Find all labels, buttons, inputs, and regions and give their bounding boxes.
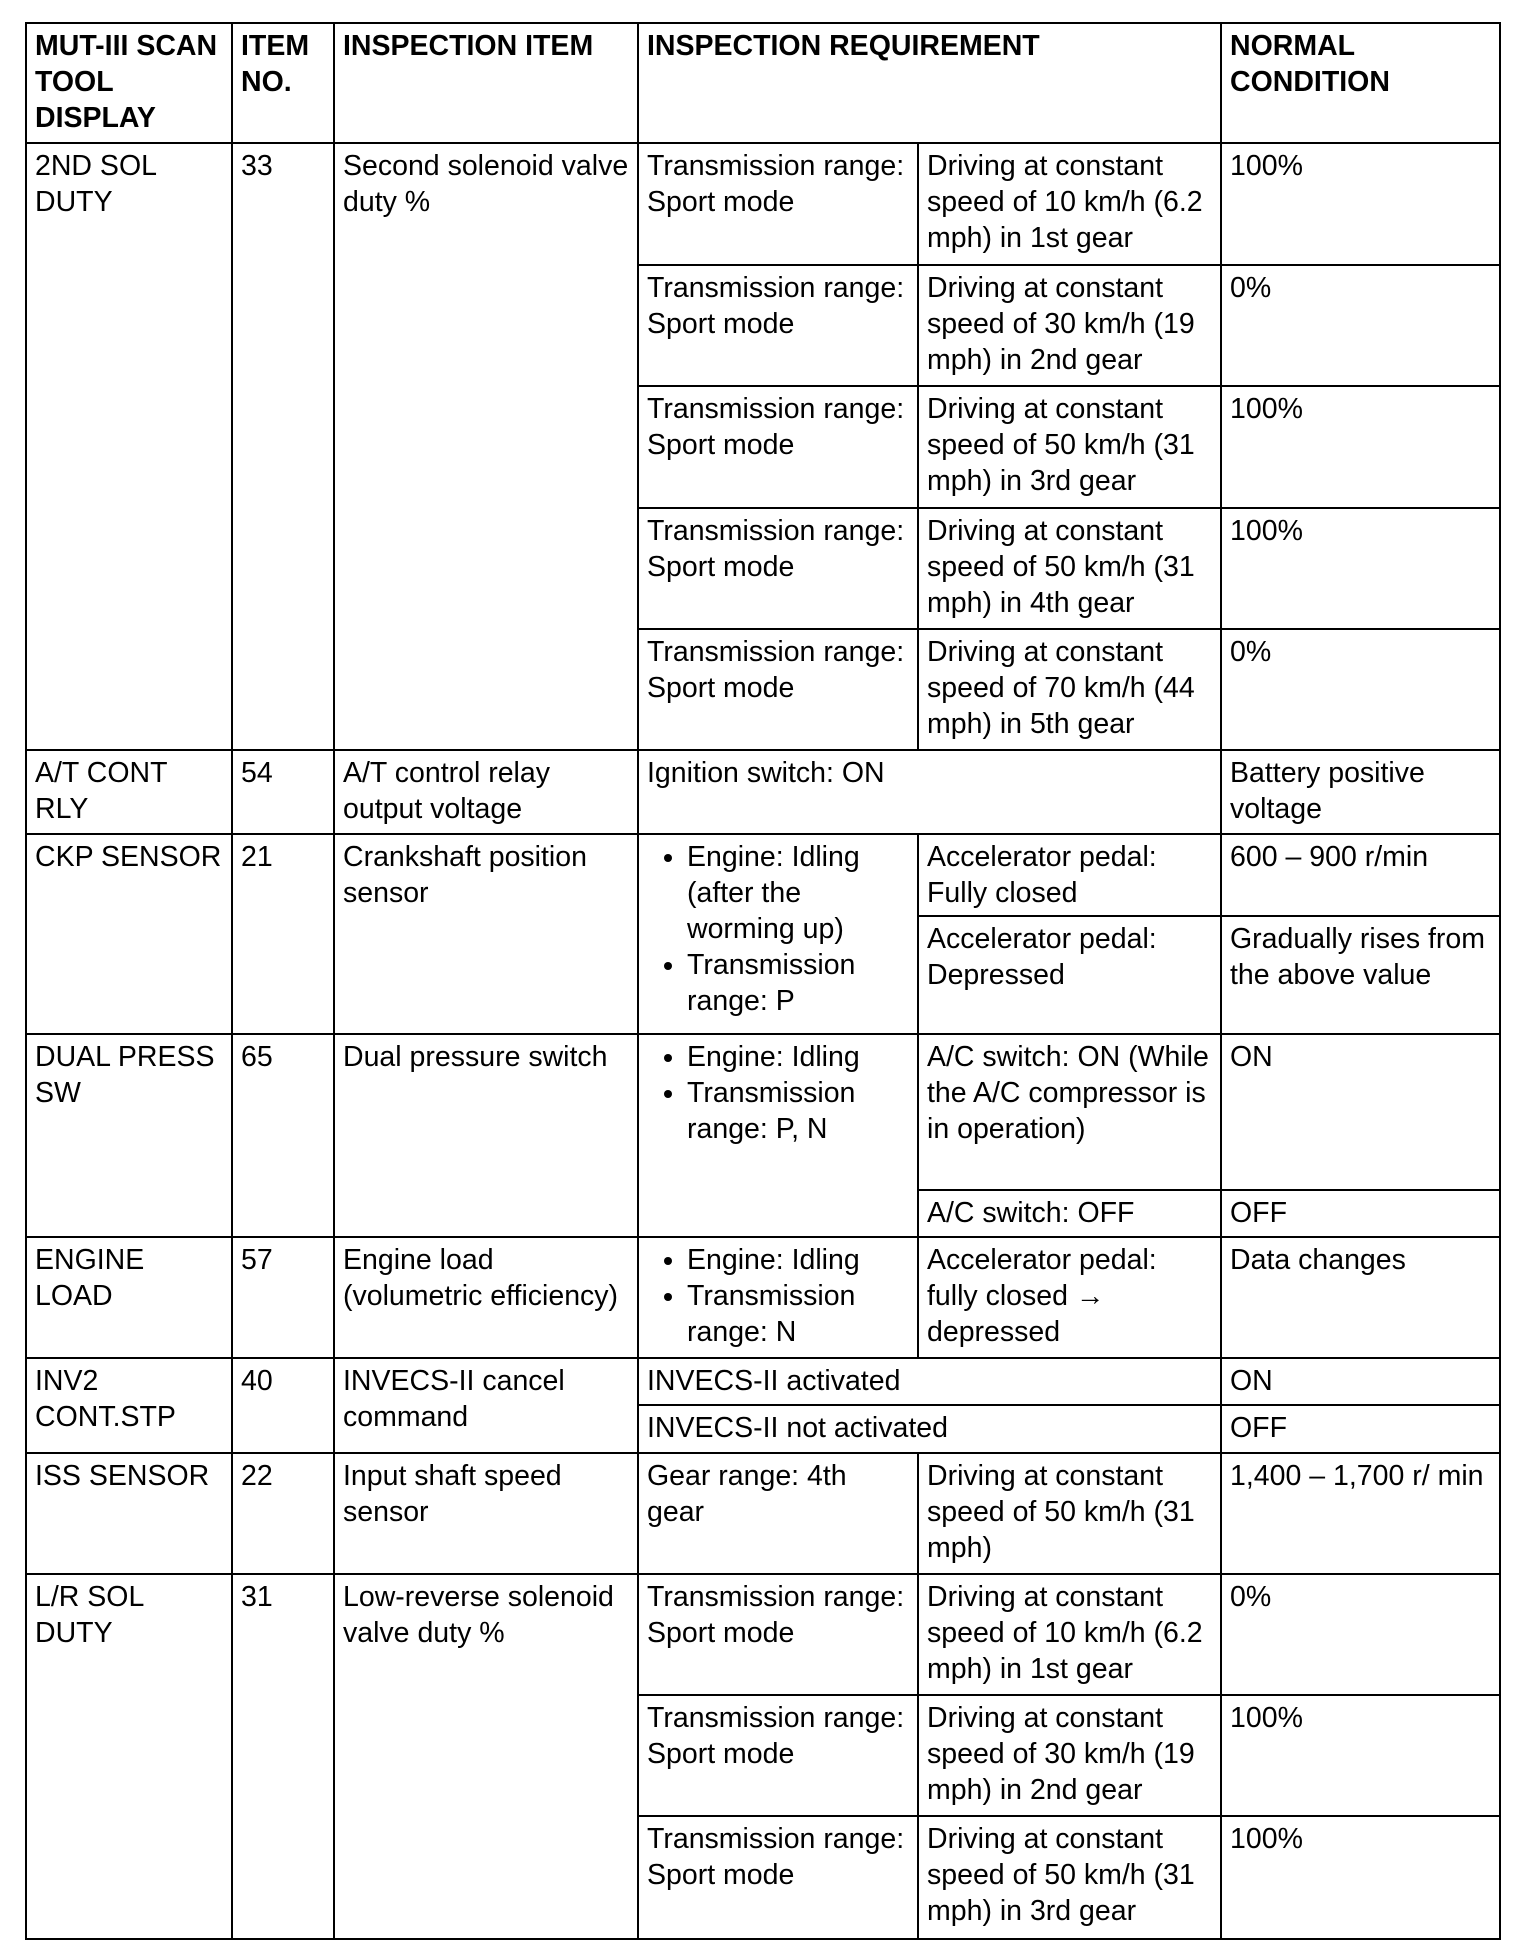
condition-cell (638, 834, 918, 1034)
condition-list (647, 839, 909, 1019)
normal-cell: 1,400 – 1,700 r/ min (1221, 1453, 1500, 1573)
condition-cell: Transmission range: Sport mode (638, 265, 918, 386)
normal-cell: OFF (1221, 1405, 1500, 1453)
display-cell: ISS SENSOR (26, 1453, 232, 1573)
header-display: MUT-III SCAN TOOL DISPLAY (26, 23, 232, 143)
normal-cell: 0% (1221, 265, 1500, 386)
normal-cell: 100% (1221, 1816, 1500, 1939)
normal-cell: 600 – 900 r/min (1221, 834, 1500, 916)
header-item-no: ITEM NO. (232, 23, 334, 143)
header-normal-condition: NORMAL CONDITION (1221, 23, 1500, 143)
detail-cell: A/C switch: ON (While the A/C compressor is in operation) (918, 1034, 1221, 1191)
detail-cell: Accelerator pedal: fully closed → depressed (918, 1237, 1221, 1357)
item-no-cell: 54 (232, 750, 334, 834)
table-row (26, 1358, 1500, 1405)
condition-cell: Transmission range: Sport mode (638, 143, 918, 264)
detail-cell: Driving at constant speed of 10 km/h (6.2 mph) in 1st gear (918, 143, 1221, 264)
detail-cell: A/C switch: OFF (918, 1190, 1221, 1237)
display-cell: 2ND SOL DUTY (26, 143, 232, 749)
list-item: • Transmission range: P, N (687, 1075, 909, 1147)
inspection-item-cell: A/T control relay output voltage (334, 750, 638, 834)
detail-cell: Accelerator pedal: Depressed (918, 916, 1221, 1033)
inspection-item-cell: Second solenoid valve duty % (334, 143, 638, 749)
inspection-item-cell: Crankshaft position sensor (334, 834, 638, 1034)
condition-cell: Transmission range: Sport mode (638, 508, 918, 629)
table-row (26, 750, 1500, 834)
item-no-cell: 22 (232, 1453, 334, 1573)
inspection-item-cell: Dual pressure switch (334, 1034, 638, 1238)
inspection-item-cell: Engine load (volumetric efficiency) (334, 1237, 638, 1357)
item-no-cell: 33 (232, 143, 334, 749)
condition-cell: Transmission range: Sport mode (638, 1816, 918, 1939)
display-cell: ENGINE LOAD (26, 1237, 232, 1357)
list-item: • Transmission range: N (687, 1278, 909, 1350)
display-cell: DUAL PRESS SW (26, 1034, 232, 1238)
header-inspection-item: INSPECTION ITEM (334, 23, 638, 143)
display-cell: L/R SOL DUTY (26, 1574, 232, 1939)
inspection-table (25, 22, 1501, 1940)
list-item: • Engine: Idling (after the worming up) (687, 839, 909, 947)
item-no-cell: 31 (232, 1574, 334, 1939)
condition-cell: Transmission range: Sport mode (638, 1695, 918, 1816)
normal-cell: 0% (1221, 1574, 1500, 1695)
detail-cell: Driving at constant speed of 70 km/h (44 mph) in 5th gear (918, 629, 1221, 749)
header-inspection-requirement: INSPECTION REQUIREMENT (638, 23, 1221, 143)
list-item: • Transmission range: P (687, 947, 909, 1019)
condition-cell: Transmission range: Sport mode (638, 386, 918, 507)
detail-cell: Driving at constant speed of 50 km/h (31 mph) in 3rd gear (918, 386, 1221, 507)
detail-cell: Driving at constant speed of 50 km/h (31 mph) in 3rd gear (918, 1816, 1221, 1939)
inspection-item-cell: INVECS-II cancel command (334, 1358, 638, 1453)
normal-cell: 100% (1221, 386, 1500, 507)
list-item: • Engine: Idling (687, 1242, 909, 1278)
detail-cell: Driving at constant speed of 50 km/h (31 mph) (918, 1453, 1221, 1573)
condition-cell: Transmission range: Sport mode (638, 1574, 918, 1695)
condition-cell: Gear range: 4th gear (638, 1453, 918, 1573)
normal-cell: 0% (1221, 629, 1500, 749)
requirement-cell: INVECS-II not activated (638, 1405, 1221, 1453)
condition-cell (638, 1034, 918, 1238)
detail-cell: Accelerator pedal: Fully closed (918, 834, 1221, 916)
normal-cell: 100% (1221, 143, 1500, 264)
detail-cell: Driving at constant speed of 50 km/h (31 mph) in 4th gear (918, 508, 1221, 629)
normal-cell: Battery positive voltage (1221, 750, 1500, 834)
requirement-cell: Ignition switch: ON (638, 750, 1221, 834)
condition-list (647, 1242, 909, 1350)
table-row (26, 1453, 1500, 1573)
normal-cell: OFF (1221, 1190, 1500, 1237)
inspection-item-cell: Input shaft speed sensor (334, 1453, 638, 1573)
header-row (26, 23, 1500, 143)
normal-cell: Data changes (1221, 1237, 1500, 1357)
normal-cell: ON (1221, 1358, 1500, 1405)
item-no-cell: 65 (232, 1034, 334, 1238)
item-no-cell: 57 (232, 1237, 334, 1357)
condition-list (647, 1039, 909, 1147)
item-no-cell: 21 (232, 834, 334, 1034)
display-cell: CKP SENSOR (26, 834, 232, 1034)
normal-cell: 100% (1221, 1695, 1500, 1816)
inspection-item-cell: Low-reverse solenoid valve duty % (334, 1574, 638, 1939)
normal-cell: ON (1221, 1034, 1500, 1191)
display-cell: A/T CONT RLY (26, 750, 232, 834)
table-row (26, 834, 1500, 916)
table-row (26, 1237, 1500, 1357)
detail-cell: Driving at constant speed of 30 km/h (19 mph) in 2nd gear (918, 265, 1221, 386)
condition-cell: Transmission range: Sport mode (638, 629, 918, 749)
detail-cell: Driving at constant speed of 30 km/h (19 mph) in 2nd gear (918, 1695, 1221, 1816)
normal-cell: Gradually rises from the above value (1221, 916, 1500, 1033)
table-row (26, 1034, 1500, 1191)
detail-cell: Driving at constant speed of 10 km/h (6.2 mph) in 1st gear (918, 1574, 1221, 1695)
requirement-cell: INVECS-II activated (638, 1358, 1221, 1405)
condition-cell (638, 1237, 918, 1357)
table-row (26, 143, 1500, 264)
normal-cell: 100% (1221, 508, 1500, 629)
list-item: • Engine: Idling (687, 1039, 909, 1075)
display-cell: INV2 CONT.STP (26, 1358, 232, 1453)
item-no-cell: 40 (232, 1358, 334, 1453)
table-row (26, 1574, 1500, 1695)
